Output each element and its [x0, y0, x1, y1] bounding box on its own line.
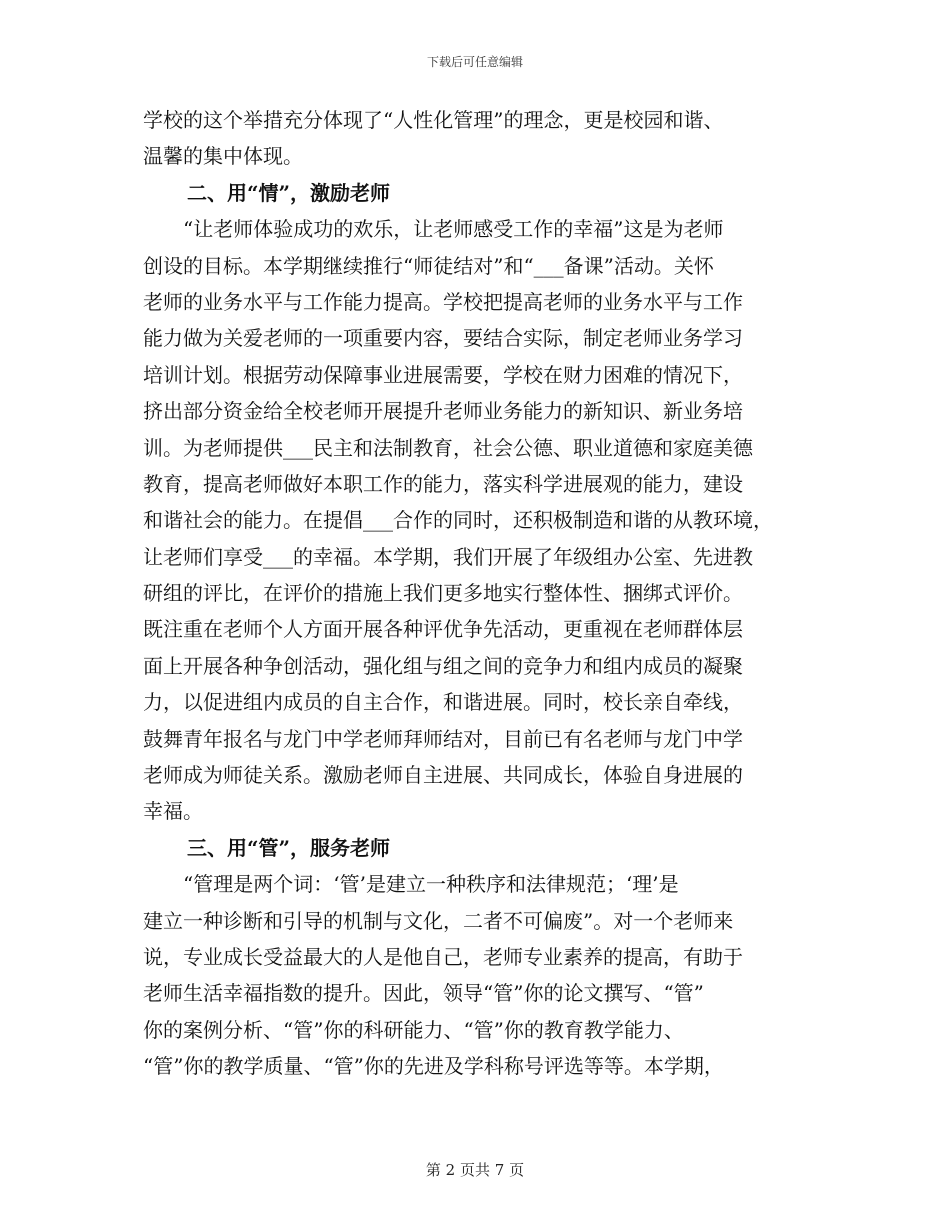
page-footer: 第 2 页共 7 页	[425, 1161, 525, 1179]
body-line: 培训计划。根据劳动保障事业进展需要，学校在财力困难的情况下，	[143, 362, 743, 387]
body-line: 创设的目标。本学期继续推行“师徒结对”和“___备课”活动。关怀	[143, 253, 714, 278]
body-line: 老师生活幸福指数的提升。因此，领导“管”你的论文撰写、“管”	[143, 981, 704, 1006]
body-line: 既注重在老师个人方面开展各种评优争先活动，更重视在老师群体层	[143, 617, 743, 642]
body-line: 你的案例分析、“管”你的科研能力、“管”你的教育教学能力、	[143, 1017, 684, 1042]
body-line: 老师的业务水平与工作能力提高。学校把提高老师的业务水平与工作	[143, 289, 743, 314]
page-header: 下载后可任意编辑	[426, 55, 523, 69]
body-line: 研组的评比，在评价的措施上我们更多地实行整体性、捆绑式评价。	[143, 581, 743, 606]
body-line: 让老师们享受___的幸福。本学期，我们开展了年级组办公室、先进教	[143, 544, 753, 569]
body-line: 鼓舞青年报名与龙门中学老师拜师结对，目前已有名老师与龙门中学	[143, 726, 743, 751]
body-line: 幸福。	[143, 799, 203, 824]
body-line: “管”你的教学质量、“管”你的先进及学科称号评选等等。本学期，	[143, 1054, 724, 1079]
body-line: 和谐社会的能力。在提倡___合作的同时，还积极制造和谐的从教环境，	[143, 508, 773, 533]
section-heading: 二、用“情”，激励老师	[187, 180, 391, 205]
paragraph-first-line: “管理是两个词：‘管’是建立一种秩序和法律规范；‘理’是	[183, 872, 679, 897]
body-line: 老师成为师徒关系。激励老师自主进展、共同成长，体验自身进展的	[143, 763, 743, 788]
body-line: 说，专业成长受益最大的人是他自己，老师专业素养的提高，有助于	[143, 944, 743, 969]
body-line: 力，以促进组内成员的自主合作，和谐进展。同时，校长亲自牵线，	[143, 690, 743, 715]
body-line: 教育，提高老师做好本职工作的能力，落实科学进展观的能力，建设	[143, 471, 743, 496]
document-body	[143, 102, 813, 1085]
body-line: 面上开展各种争创活动，强化组与组之间的竞争力和组内成员的凝聚	[143, 653, 743, 678]
section-heading: 三、用“管”，服务老师	[187, 835, 391, 860]
paragraph-first-line: “让老师体验成功的欢乐，让老师感受工作的幸福”这是为老师	[183, 217, 724, 242]
body-line: 学校的这个举措充分体现了“人性化管理”的理念，更是校园和谐、	[143, 108, 724, 132]
body-line: 挤出部分资金给全校老师开展提升老师业务能力的新知识、新业务培	[143, 399, 743, 424]
body-line: 温馨的集中体现。	[143, 144, 303, 169]
body-line: 训。为老师提供___民主和法制教育，社会公德、职业道德和家庭美德	[143, 435, 753, 460]
body-line: 建立一种诊断和引导的机制与文化，二者不可偏废”。对一个老师来	[143, 908, 734, 933]
body-line: 能力做为关爱老师的一项重要内容，要结合实际，制定老师业务学习	[143, 326, 743, 351]
